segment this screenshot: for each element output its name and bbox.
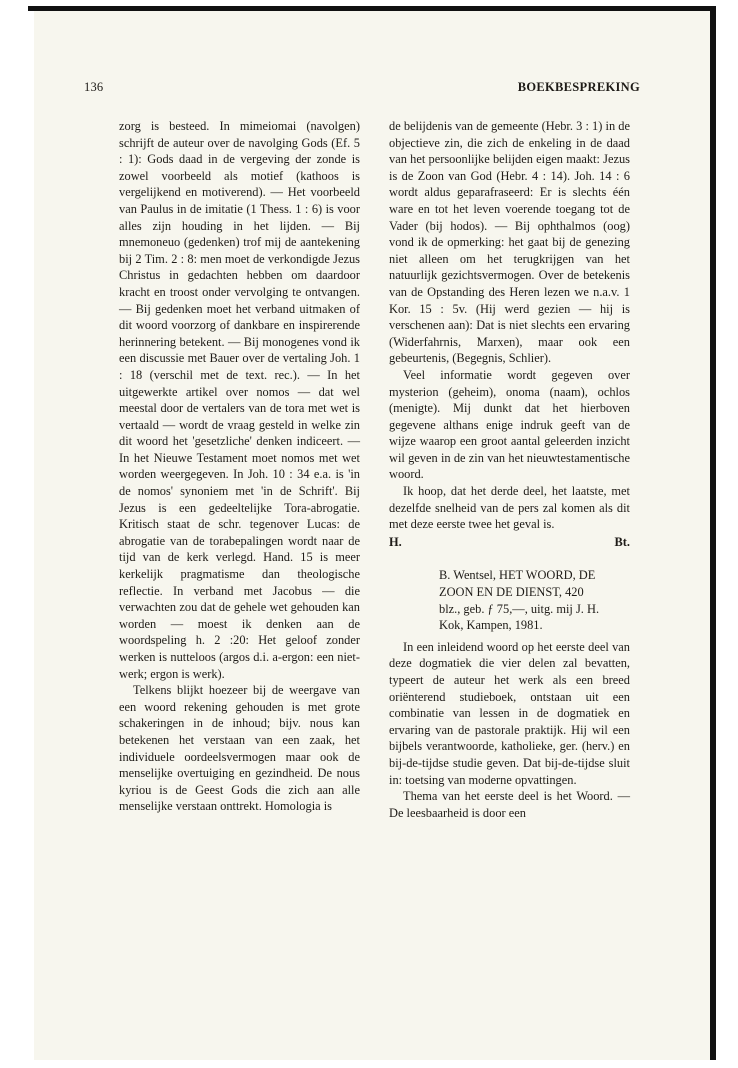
review-signoff [389, 534, 630, 551]
left-column [119, 118, 360, 815]
right-column [389, 118, 630, 821]
signoff-author: Bt. [614, 534, 630, 549]
right-paragraph-4: In een inleidend woord op het eerste deel van deze dogmatiek die vier delen zal bevatten, typeert de auteur het werk als een breed oriënterend studieboek, ontstaan uit een combinatie van lessen in de dogmatiek en ervaring van de pastorale praktijk. Hij wil een bijbels verantwoorde, katholieke, ger. (herv.) en bij-de-tijdse studie geven. Dat bij-de-tijdse sluit in: toetsing van moderne opvattingen. [389, 639, 630, 787]
right-paragraph-3: Ik hoop, dat het derde deel, het laatste, met dezelfde snelheid van de pers zal komen als dit met deze eerste twee het geval is. [389, 484, 630, 532]
book-reference-line-3: blz., geb. ƒ 75,—, uitg. mij J. H. [439, 601, 600, 616]
scan-border-right [710, 6, 716, 1060]
left-paragraph-2: Telkens blijkt hoezeer bij de weergave van een woord rekening gehouden is met grote schakeringen in de inhoud; bijv. nous kan betekenen het verstaan van een zaak, het individuele oordeelsvermogen maar ook de menselijke overtuiging en gezindheid. De nous kyriou is de Geest Gods die zich aan alle menselijke verstaan onttrekt. Homologia is [119, 683, 360, 814]
signoff-initial: H. [389, 534, 402, 549]
book-reference-line-1: B. Wentsel, HET WOORD, DE [439, 568, 596, 583]
right-paragraph-1: de belijdenis van de gemeente (Hebr. 3 : 1) in de objectieve zin, die zich de enkeling in de daad van het persoonlijke belijden eigen maakt: Jezus is de Zoon van God (Hebr. 4 : 14). Joh. 14 : 6 wordt aldus geparafraseerd: Er is slechts één ware en tot het leven voerende toegang tot de Vader (bij hodos). — Bij ophthalmos (oog) vond ik de opmerking: het gaat bij de genezing niet alleen om het terugkrijgen van het natuurlijk gezichtsvermogen. Over de betekenis van de Opstanding des Heren lezen we n.a.v. 1 Kor. 15 : 5v. (Hij werd gezien — hij is verschenen aan): Dat is niet slechts een ervaring (Widerfahrnis, Marxen), maar ook een gebeurtenis, (Begegnis, Schlier). [389, 119, 630, 366]
page-header [84, 80, 640, 95]
book-reference-line-4: Kok, Kampen, 1981. [439, 618, 543, 633]
book-reference [439, 567, 630, 633]
page-number: 136 [84, 80, 104, 94]
right-paragraph-5: Thema van het eerste deel is het Woord. — De leesbaarheid is door een [389, 789, 630, 820]
book-reference-line-2: ZOON EN DE DIENST, 420 [439, 585, 584, 600]
left-paragraph-1: zorg is besteed. In mimeiomai (navolgen) schrijft de auteur over de navolging Gods (Ef. 5 : 1): Gods daad in de vergeving der zonde is zowel voorbeeld als motief (kathoos is vergelijkend en motiverend). — Het voorbeeld van Paulus in de imitatie (1 Thess. 1 : 6) is voor alles zijn houding in het lijden. — Bij mnemoneuo (gedenken) trof mij de aantekening bij 2 Tim. 2 : 8: men moet de verkondigde Jezus Christus in gedachten hebben om daardoor kracht en troost onder vervolging te ontvangen. — Bij gedenken moet het verband uitmaken of dit woord voorzorg of dankbare en inspirerende herinnering betekent. — Bij monogenes vond ik een discussie met Bauer over de vertaling Joh. 1 : 18 (verschil met de text. rec.). — In het uitgewerkte artikel over nomos — dat wel meestal door de vertalers van de tora met wet is vertaald — wordt de vraag gesteld in welke zin dit woord het 'gesetzliche' denken indiceert. — In het Nieuwe Testament moet nomos met wet worden weergegeven. In Joh. 10 : 34 e.a. is 'in de nomos' synoniem met 'in de Schrift'. Bij Jezus is een gedeeltelijke Tora-abrogatie. Kritisch staat de schr. tegenover Lucas: de abrogatie van de torabepalingen wordt naar de tijd van de kerk verlegd. Hand. 15 is meer kerkelijk pragmatisme dan theologische reflectie. In verband met Jacobus — die verwachten zou dat de gehele wet gehouden kan worden — moest ik denken aan de woordspeling h. 2 :20: Het geloof zonder werken is nutteloos (argos d.i. a-ergon: een niet-werk; ergon is werk). [119, 119, 360, 681]
running-head: BOEKBESPREKING [517, 80, 640, 94]
right-paragraph-2: Veel informatie wordt gegeven over mysterion (geheim), onoma (naam), ochlos (menigte). Mij dunkt dat het hierboven gegevene althans enige indruk geeft van de wijze waarop een groot aantal geleerden inzicht wil geven in de zin van het nieuwtestamentische woord. [389, 367, 630, 482]
